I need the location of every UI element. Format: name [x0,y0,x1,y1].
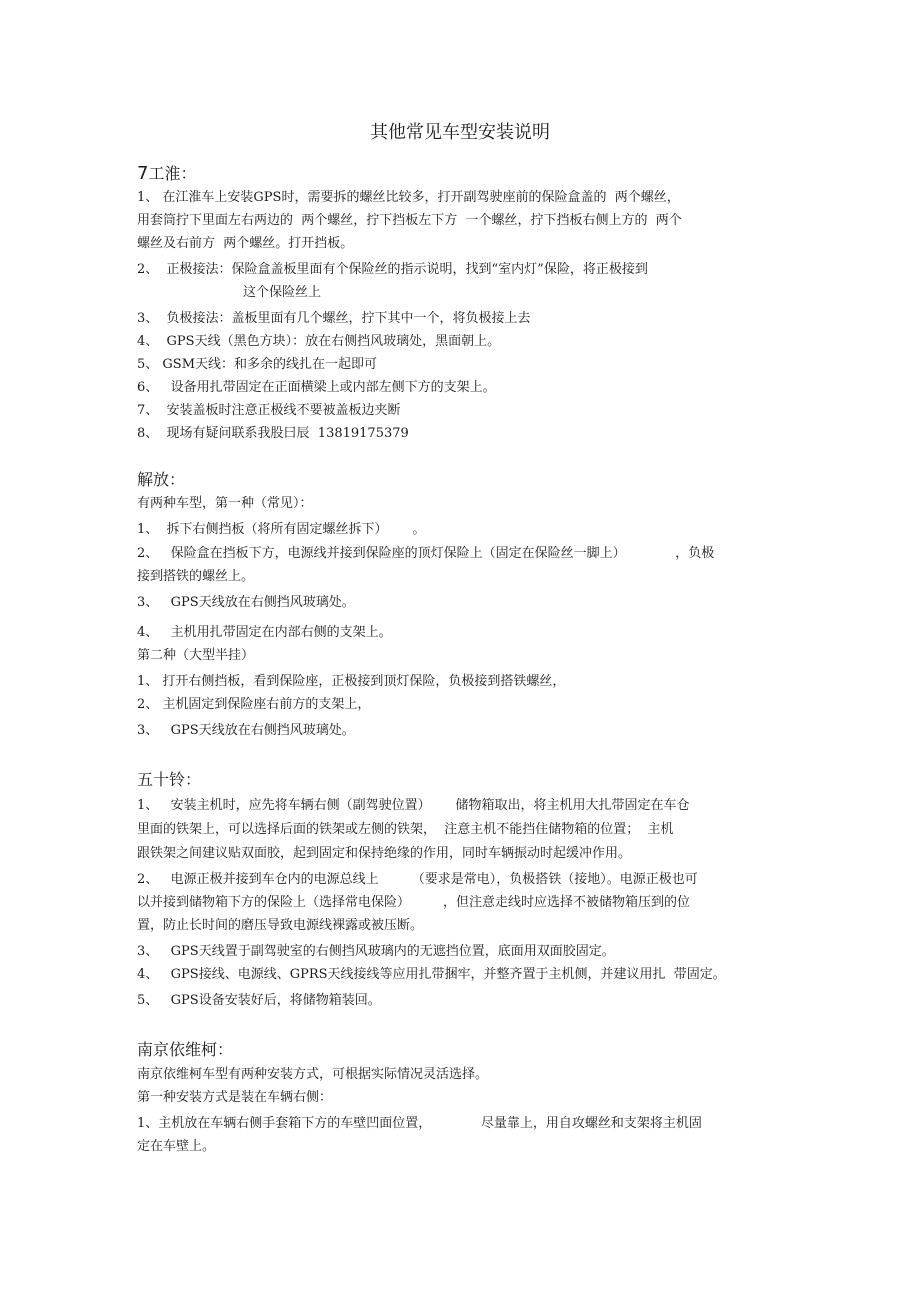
paragraph-line: 3、 负极接法：盖板里面有几个螺丝，拧下其中一个，将负极接上去 [137,311,531,326]
paragraph-line: 定在车壁上。 [137,1139,216,1154]
paragraph-line: 里面的铁架上，可以选择后面的铁架或左侧的铁架， 注意主机不能挡住储物箱的位置； 主机 [137,822,674,837]
paragraph-line: 5、 GPS设备安装好后，将储物箱装回。 [137,993,381,1008]
paragraph-line: 第一种安装方式是装在车辆右侧： [137,1090,333,1105]
paragraph-line: 接到搭铁的螺丝上。 [137,569,255,584]
paragraph-line: 5、 GSM天线：和多余的线扎在一起即可 [137,357,378,372]
paragraph-line: 1、 打开右侧挡板，看到保险座，正极接到顶灯保险，负极接到搭铁螺丝， [137,674,566,689]
paragraph-line: 2、 电源正极并接到车仓内的电源总线上 （要求是常电），负极搭铁（接地）。电源正极也可 [137,872,698,887]
paragraph-line: 南京依维柯车型有两种安装方式，可根据实际情况灵活选择。 [137,1067,489,1082]
paragraph-line: 有两种车型，第一种（常见）： [137,496,313,511]
paragraph-line: 4、 GPS天线（黑色方块）：放在右侧挡风玻璃处，黑面朝上。 [137,334,501,349]
paragraph-line: 3、 GPS天线置于副驾驶室的右侧挡风玻璃内的无遮挡位置，底面用双面胶固定。 [137,944,615,959]
paragraph-line: 第二种（大型半挂） [137,648,255,663]
section-heading-jiefang: 解放： [137,470,186,489]
paragraph-line: 7、 安装盖板时注意正极线不要被盖板边夹断 [137,403,401,418]
page-title: 其他常见车型安装说明 [370,122,550,143]
paragraph-line: 4、 主机用扎带固定在内部右侧的支架上。 [137,625,392,640]
paragraph-line: 螺丝及右前方 两个螺丝。打开挡板。 [137,236,354,251]
paragraph-line: 4、 GPS接线、电源线、GPRS天线接线等应用扎带捆牢，并整齐置于主机侧，并建议用扎 带固定。 [137,967,726,982]
paragraph-line: 置，防止长时间的磨压导致电源线裸露或被压断。 [137,918,424,933]
section-number: 7 [137,163,149,184]
paragraph-line: 用套筒拧下里面左右两边的 两个螺丝，拧下挡板左下方 一个螺丝，拧下挡板右侧上方的 两个 [137,213,682,228]
paragraph-line: 1、 安装主机时，应先将车辆右侧（副驾驶位置） 储物箱取出，将主机用大扎带固定在车仓 [137,798,690,813]
section-heading-jianghuai [137,164,196,184]
paragraph-line: 1、 拆下右侧挡板（将所有固定螺丝拆下） 。 [137,522,426,537]
paragraph-line: 6、 设备用扎带固定在正面横梁上或内部左侧下方的支架上。 [137,380,496,395]
paragraph-line: 8、 现场有疑问联系我股曰辰 13819175379 [137,426,409,441]
paragraph-line: 2、 主机固定到保险座右前方的支架上， [137,697,371,712]
paragraph-line: 2、 保险盒在挡板下方，电源线并接到保险座的顶灯保险上（固定在保险丝一脚上） ，负极 [137,546,715,561]
paragraph-line: 跟铁架之间建议贴双面胶，起到固定和保持绝缘的作用，同时车辆振动时起缓冲作用。 [137,846,632,861]
section-heading-iveco: 南京依维柯： [137,1040,234,1059]
paragraph-line: 这个保险丝上 [243,285,322,300]
section-heading-text: 工淮： [148,164,197,183]
paragraph-line: 以并接到储物箱下方的保险上（选择常电保险） ，但注意走线时应选择不被储物箱压到的位 [137,895,691,910]
paragraph-line: 1、 在江淮车上安装GPS时，需要拆的螺丝比较多，打开副驾驶座前的保险盒盖的 两个螺丝， [137,190,680,205]
paragraph-line: 3、 GPS天线放在右侧挡风玻璃处。 [137,723,355,738]
paragraph-line: 2、 正极接法：保险盒盖板里面有个保险丝的指示说明，找到“室内灯”保险，将正极接到 [137,262,648,277]
paragraph-line: 3、 GPS天线放在右侧挡风玻璃处。 [137,595,355,610]
section-heading-isuzu: 五十铃： [137,770,202,789]
paragraph-line: 1、主机放在车辆右侧手套箱下方的车壁凹面位置， 尽量靠上，用自攻螺丝和支架将主机固 [137,1116,702,1131]
